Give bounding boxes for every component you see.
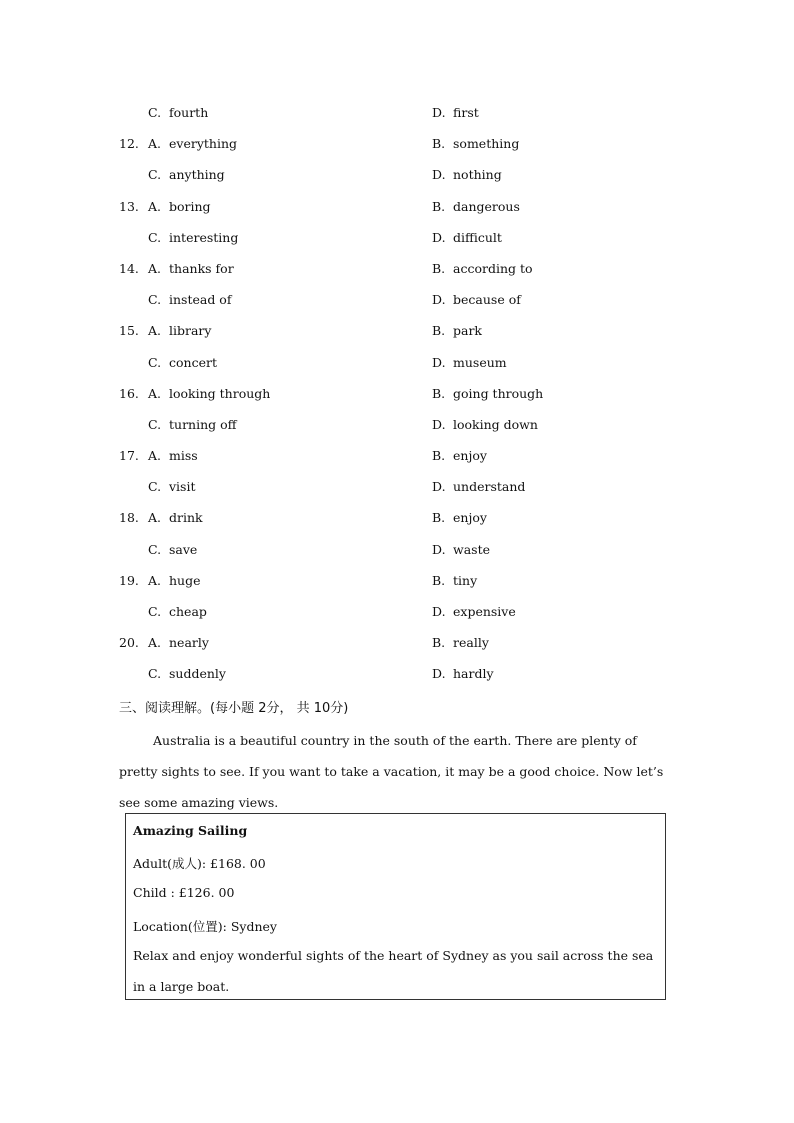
option-text: drink <box>169 510 203 526</box>
reading-passage <box>119 725 679 819</box>
option-text: everything <box>169 136 238 152</box>
option-text: concert <box>169 354 217 370</box>
option-text: anything <box>169 167 225 183</box>
option-row <box>0 160 794 191</box>
option-letter: C. <box>148 354 162 370</box>
option-text: park <box>453 323 483 339</box>
option-letter: C. <box>148 666 162 682</box>
option-row <box>0 441 794 472</box>
option-letter: C. <box>148 292 162 308</box>
option-letter: A. <box>148 572 162 588</box>
question-number: 15. <box>119 323 139 339</box>
option-text: expensive <box>453 604 516 619</box>
info-box-amazing-sailing <box>125 813 666 1000</box>
box-description: Relax and enjoy wonderful sights of the heart of Sydney as you sail across the sea in a large boat. <box>133 948 654 995</box>
option-letter: D. <box>432 604 446 619</box>
option-row <box>0 98 794 129</box>
option-text: dangerous <box>453 198 520 214</box>
box-adult-price: Adult(成人): £168. 00 <box>133 856 266 871</box>
option-text: thanks for <box>169 260 234 276</box>
option-row <box>0 192 794 223</box>
box-title: Amazing Sailing <box>133 823 248 838</box>
option-letter: D. <box>432 354 446 370</box>
option-text: looking through <box>169 385 271 401</box>
option-text: first <box>453 105 479 120</box>
option-row <box>0 659 794 690</box>
question-number: 14. <box>119 260 139 276</box>
option-row <box>0 223 794 254</box>
option-row <box>0 285 794 316</box>
option-letter: B. <box>432 510 446 526</box>
option-row <box>0 254 794 285</box>
option-text: hardly <box>453 666 494 682</box>
question-number: 19. <box>119 572 139 588</box>
box-child-price: Child : £126. 00 <box>133 885 235 900</box>
option-text: interesting <box>169 229 239 245</box>
option-text: visit <box>169 479 196 495</box>
question-number: 18. <box>119 510 139 526</box>
option-text: enjoy <box>453 448 487 464</box>
option-text: according to <box>453 260 533 276</box>
option-letter: D. <box>432 229 446 245</box>
option-letter: C. <box>148 541 162 557</box>
option-row <box>0 379 794 410</box>
option-letter: C. <box>148 105 162 120</box>
option-letter: B. <box>432 572 446 588</box>
option-letter: D. <box>432 541 446 557</box>
option-text: suddenly <box>169 666 226 682</box>
option-row <box>0 316 794 347</box>
option-text: fourth <box>169 105 209 120</box>
option-text: nearly <box>169 635 209 651</box>
option-letter: A. <box>148 385 162 401</box>
option-row <box>0 597 794 628</box>
answer-options-list <box>0 98 794 691</box>
option-text: something <box>453 136 520 152</box>
option-text: enjoy <box>453 510 487 526</box>
option-text: huge <box>169 572 201 588</box>
box-location: Location(位置): Sydney <box>133 919 277 934</box>
option-letter: A. <box>148 510 162 526</box>
question-number: 13. <box>119 198 139 214</box>
option-letter: D. <box>432 105 446 120</box>
question-number: 17. <box>119 448 139 464</box>
option-letter: C. <box>148 416 162 432</box>
option-text: because of <box>453 292 521 308</box>
option-letter: D. <box>432 479 446 495</box>
option-row <box>0 503 794 534</box>
option-text: miss <box>169 448 198 464</box>
option-row <box>0 348 794 379</box>
option-letter: B. <box>432 635 446 651</box>
option-text: instead of <box>169 292 232 308</box>
option-letter: C. <box>148 479 162 495</box>
option-row <box>0 472 794 503</box>
option-letter: B. <box>432 198 446 214</box>
question-number: 20. <box>119 635 139 651</box>
option-row <box>0 628 794 659</box>
option-letter: A. <box>148 635 162 651</box>
option-letter: D. <box>432 167 446 183</box>
option-text: save <box>169 541 198 557</box>
option-row <box>0 535 794 566</box>
option-letter: A. <box>148 260 162 276</box>
option-text: turning off <box>169 416 237 432</box>
option-text: nothing <box>453 167 502 183</box>
option-letter: A. <box>148 448 162 464</box>
option-letter: B. <box>432 385 446 401</box>
question-number: 12. <box>119 136 139 152</box>
option-text: library <box>169 323 212 339</box>
option-letter: A. <box>148 198 162 214</box>
question-number: 16. <box>119 385 139 401</box>
option-text: difficult <box>453 229 502 245</box>
section-title: 三、阅读理解。(每小题 2分， 共 10分) <box>119 701 349 716</box>
option-text: cheap <box>169 604 207 619</box>
option-letter: C. <box>148 167 162 183</box>
option-text: going through <box>453 385 544 401</box>
option-letter: D. <box>432 292 446 308</box>
option-letter: A. <box>148 323 162 339</box>
option-letter: B. <box>432 448 446 464</box>
option-letter: D. <box>432 666 446 682</box>
option-letter: B. <box>432 260 446 276</box>
option-text: boring <box>169 198 211 214</box>
option-row <box>0 566 794 597</box>
option-text: waste <box>453 541 490 557</box>
option-text: tiny <box>453 572 478 588</box>
option-letter: B. <box>432 136 446 152</box>
passage-text: Australia is a beautiful country in the south of the earth. There are plenty of pretty sights to see. If you want to take a vacation, it may be a good choice. Now let’s see some amazing views. <box>119 733 664 811</box>
option-text: museum <box>453 354 507 370</box>
option-letter: A. <box>148 136 162 152</box>
option-row <box>0 129 794 160</box>
option-text: looking down <box>453 416 538 432</box>
option-letter: C. <box>148 604 162 619</box>
option-text: really <box>453 635 489 651</box>
option-row <box>0 410 794 441</box>
option-letter: B. <box>432 323 446 339</box>
option-letter: C. <box>148 229 162 245</box>
option-text: understand <box>453 479 526 495</box>
option-letter: D. <box>432 416 446 432</box>
